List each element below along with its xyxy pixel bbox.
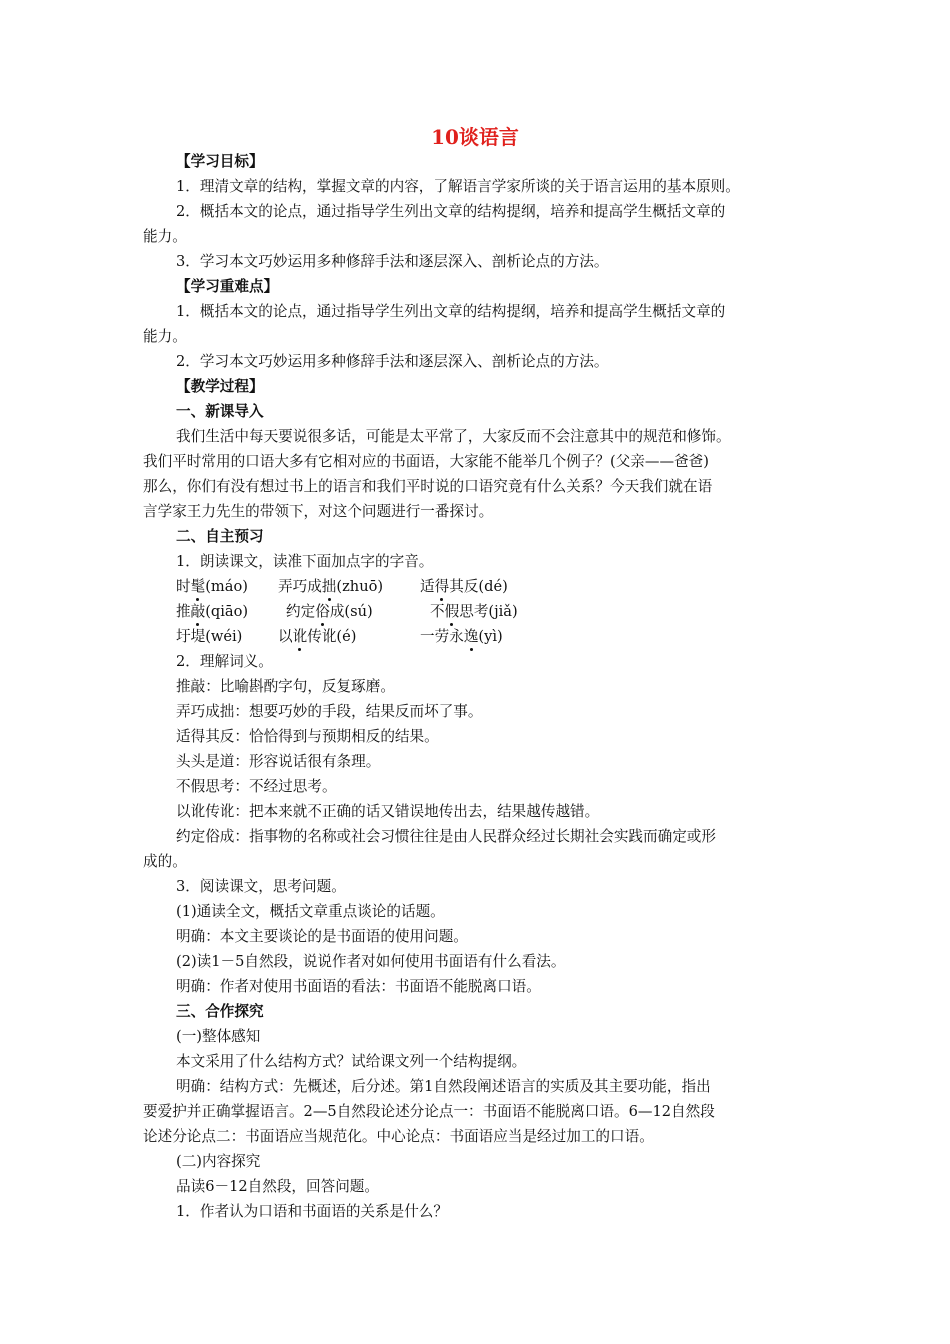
dotted-character: 逸 [463,628,479,645]
section-heading: 二、自主预习 [176,528,264,545]
text-line: (二)内容探究 [176,1153,261,1170]
word-part: 适 [420,578,435,595]
dotted-character: 讹 [292,628,308,645]
text-line: 那么，你们有没有想过书上的语言和我们平时说的口语究竟有什么关系？今天我们就在语 [143,478,713,495]
text-line: 能力。 [143,228,187,245]
text-line: 1．朗读课文，读准下面加点字的字音。 [176,553,434,570]
word-part: 不 [430,603,445,620]
text-line: 推敲：比喻斟酌字句，反复琢磨。 [176,678,395,695]
text-line: 言学家王力先生的带领下，对这个问题进行一番探讨。 [143,503,494,520]
word-part: 以 [278,628,293,645]
word-part: (máo) [205,578,248,595]
text-line: 以讹传讹：把本来就不正确的话又错误地传出去，结果越传越错。 [176,803,600,820]
text-line: (1)通读全文，概括文章重点谈论的话题。 [176,903,445,920]
text-line: 约定俗成：指事物的名称或社会习惯往往是由人民群众经过长期社会实践而确定或形 [176,828,716,845]
word-part: 一劳永 [420,628,464,645]
text-line: 我们平时常用的口语大多有它相对应的书面语，大家能不能举几个例子？(父亲——爸爸) [143,453,709,470]
text-line: 本文采用了什么结构方式？试给课文列一个结构提纲。 [176,1053,527,1070]
text-line: 适得其反：恰恰得到与预期相反的结果。 [176,728,439,745]
dotted-character: 得 [434,578,450,595]
pronunciation-item [176,602,248,622]
word-part: 圩堤(wéi) [176,628,243,645]
section-heading: 【教学过程】 [176,378,264,395]
text-line: 论述分论点二：书面语应当规范化。中心论点：书面语应当是经过加工的口语。 [143,1128,654,1145]
text-line: 成的。 [143,853,187,870]
pronunciation-item [176,577,248,597]
text-line: 2．学习本文巧妙运用多种修辞手法和逐层深入、剖析论点的方法。 [176,353,609,370]
text-line: 能力。 [143,328,187,345]
dotted-character: 拙 [321,578,337,595]
text-line: (一)整体感知 [176,1028,261,1045]
pronunciation-item [286,602,373,622]
section-heading: 一、新课导入 [176,403,264,420]
word-part: (yì) [478,628,503,645]
text-line: 3．阅读课文，思考问题。 [176,878,346,895]
word-part: (zhuō) [336,578,384,595]
text-line: 品读6－12自然段，回答问题。 [176,1178,379,1195]
text-line: 头头是道：形容说话很有条理。 [176,753,381,770]
dotted-character: 敲 [190,603,206,620]
dotted-character: 俗 [315,603,330,620]
document-title: 10谈语言 [431,125,519,149]
text-line: 明确：作者对使用书面语的看法：书面语不能脱离口语。 [176,978,541,995]
pronunciation-item [420,577,508,597]
section-heading: 三、合作探究 [176,1003,264,1020]
word-part: 成(sú) [329,603,373,620]
word-part: 弄巧成 [278,578,322,595]
text-line: 明确：本文主要谈论的是书面语的使用问题。 [176,928,468,945]
pronunciation-item [420,627,503,647]
word-part: (qiāo) [205,603,249,620]
pronunciation-item [430,602,518,622]
word-part: 其反(dé) [449,578,508,595]
text-line: (2)读1－5自然段，说说作者对如何使用书面语有什么看法。 [176,953,566,970]
pronunciation-item [278,627,356,647]
word-part: 传讹(é) [307,628,357,645]
text-line: 弄巧成拙：想要巧妙的手段，结果反而坏了事。 [176,703,483,720]
text-line: 我们生活中每天要说很多话，可能是太平常了，大家反而不会注意其中的规范和修饰。 [176,428,731,445]
dotted-character: 髦 [190,578,206,595]
text-line: 1．理清文章的结构，掌握文章的内容，了解语言学家所谈的关于语言运用的基本原则。 [176,178,740,195]
word-part: 推 [176,603,191,620]
text-line: 明确：结构方式：先概述，后分述。第1自然段阐述语言的实质及其主要功能，指出 [176,1078,711,1095]
text-line: 2．理解词义。 [176,653,273,670]
word-part: 时 [176,578,191,595]
pronunciation-item [176,627,242,647]
text-line: 3．学习本文巧妙运用多种修辞手法和逐层深入、剖析论点的方法。 [176,253,609,270]
text-line: 2．概括本文的论点，通过指导学生列出文章的结构提纲，培养和提高学生概括文章的 [176,203,726,220]
text-line: 1．概括本文的论点，通过指导学生列出文章的结构提纲，培养和提高学生概括文章的 [176,303,726,320]
word-part: 约定 [286,603,316,620]
text-line: 要爱护并正确掌握语言。2—5自然段论述分论点一：书面语不能脱离口语。6—12自然段 [143,1103,715,1120]
text-line: 不假思考：不经过思考。 [176,778,337,795]
pronunciation-item [278,577,383,597]
section-heading: 【学习目标】 [176,153,264,170]
section-heading: 【学习重难点】 [176,278,279,295]
word-part: 思考(jiǎ) [459,603,518,620]
dotted-character: 假 [444,603,460,620]
text-line: 1．作者认为口语和书面语的关系是什么？ [176,1203,448,1220]
